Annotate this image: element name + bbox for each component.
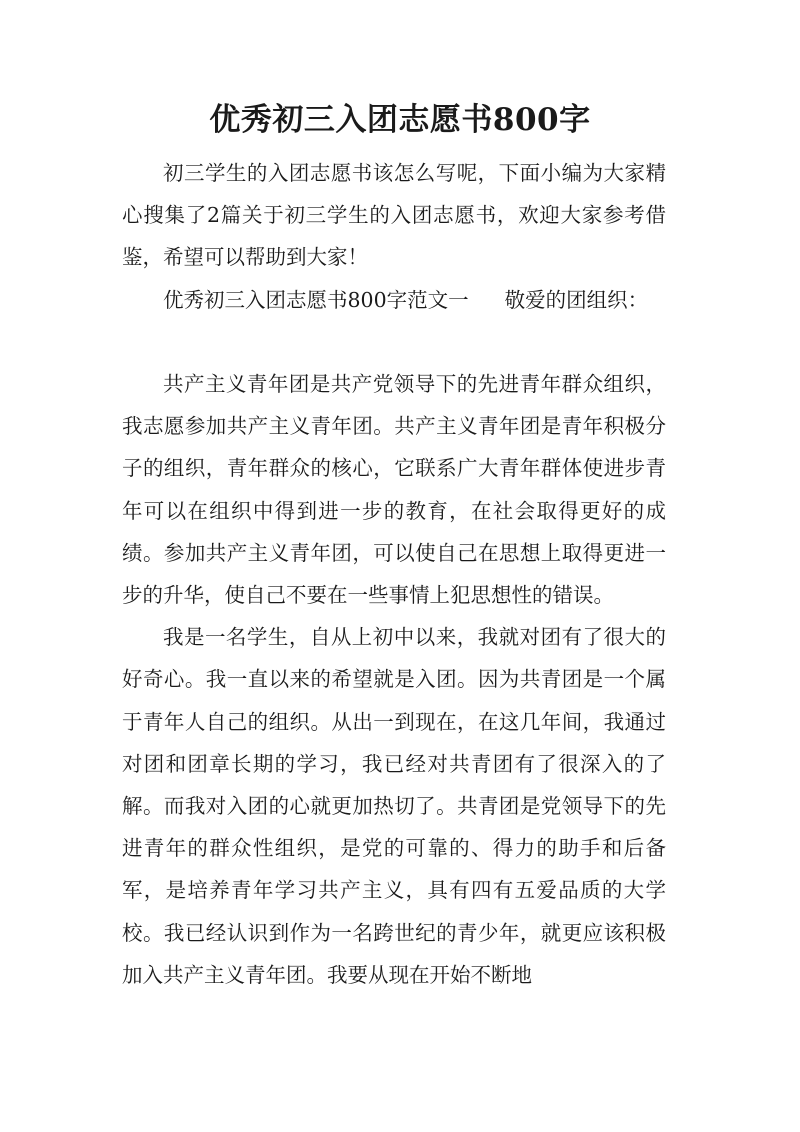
blank-line bbox=[122, 321, 666, 363]
body-paragraph-1: 共产主义青年团是共产党领导下的先进青年群众组织，我志愿参加共产主义青年团。共产主义青年团是青年积极分子的组织，青年群众的核心，它联系广大青年群体使进步青年可以在组织中得到进一步的教育，在社会取得更好的成绩。参加共产主义青年团，可以使自己在思想上取得更进一步的升华，使自己不要在一些事情上犯思想性的错误。 bbox=[122, 372, 666, 608]
salutation: 敬爱的团组织： bbox=[504, 287, 649, 312]
intro-paragraph: 初三学生的入团志愿书该怎么写呢，下面小编为大家精心搜集了2篇关于初三学生的入团志愿书，欢迎大家参考借鉴，希望可以帮助到大家！ bbox=[122, 161, 666, 270]
document-title: 优秀初三入团志愿书800字 bbox=[209, 102, 591, 138]
document-body bbox=[122, 152, 666, 996]
section-heading: 优秀初三入团志愿书800字范文一 bbox=[163, 287, 469, 312]
section-heading-line bbox=[122, 279, 666, 321]
body-paragraph-2: 我是一名学生，自从上初中以来，我就对团有了很大的好奇心。我一直以来的希望就是入团。因为共青团是一个属于青年人自己的组织。从出一到现在，在这几年间，我通过对团和团章长期的学习，我已经对共青团有了很深入的了解。而我对入团的心就更加热切了。共青团是党领导下的先进青年的群众性组织，是党的可靠的、得力的助手和后备军，是培养青年学习共产主义，具有四有五爱品质的大学校。我已经认识到作为一名跨世纪的青少年，就更应该积极加入共产主义青年团。我要从现在开始不断地 bbox=[122, 625, 666, 987]
